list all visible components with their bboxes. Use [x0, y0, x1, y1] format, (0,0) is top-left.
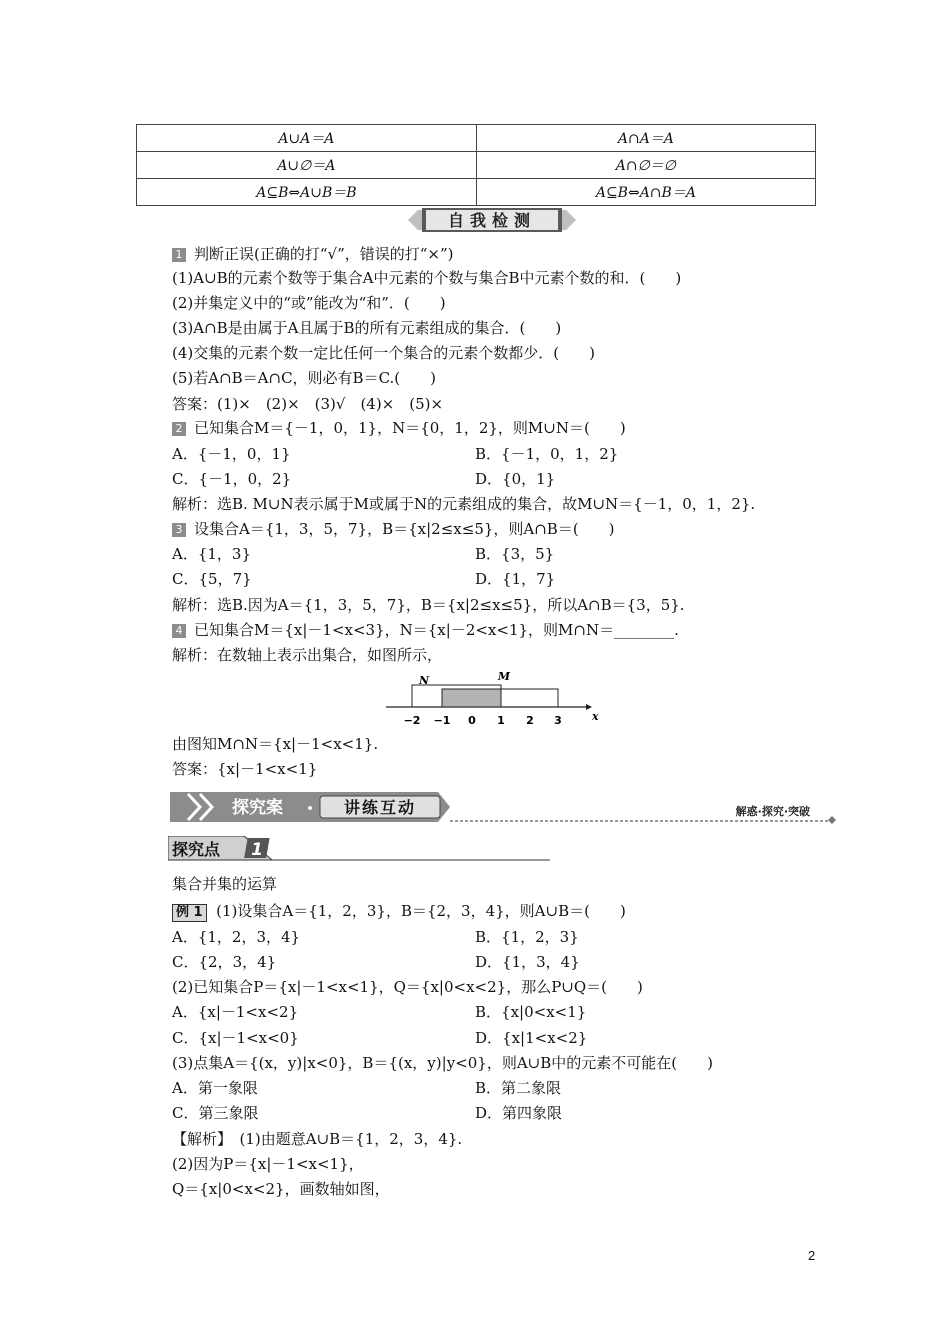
table-cell: A∩∅＝∅	[476, 152, 815, 179]
example-option: D．{1，3，4}	[475, 953, 580, 971]
example-option: D．{x|1<x<2}	[475, 1029, 588, 1047]
example-option: C．{x|－1<x<0}	[172, 1029, 299, 1047]
number-line-diagram	[380, 668, 600, 728]
q3-stem: 设集合A＝{1，3，5，7}，B＝{x|2≤x≤5}，则A∩B＝( )	[194, 520, 615, 538]
banner-right: 解惑·探究·突破	[735, 805, 810, 818]
example-option: B．{x|0<x<1}	[475, 1003, 587, 1021]
example-option: B．第二象限	[475, 1079, 562, 1097]
question-number-badge: 2	[172, 422, 186, 436]
q4-answer: 答案：{x|－1<x<1}	[172, 760, 318, 778]
set-m-label: M	[497, 670, 511, 683]
example-option: C．第三象限	[172, 1104, 259, 1122]
diamond-icon	[828, 816, 836, 824]
q3-option: B．{3，5}	[475, 545, 555, 563]
q2-option: D．{0，1}	[475, 470, 556, 488]
table-cell: A∪∅＝A	[137, 152, 477, 179]
q2-stem-line	[172, 418, 626, 438]
set-m-overlap-shade	[442, 689, 501, 707]
example-option: A．{1，2，3，4}	[172, 928, 301, 946]
table-cell: A⊆B⇔A∪B＝B	[137, 179, 477, 206]
example-p3: (3)点集A＝{(x，y)|x<0}，B＝{(x，y)|y<0}，则A∪B中的元素不可能在( )	[172, 1054, 713, 1072]
section-banner	[170, 790, 840, 824]
tick-label: −2	[403, 714, 421, 727]
question-number-badge: 1	[172, 248, 186, 262]
q4-stem-line	[172, 620, 679, 640]
banner-title: 探究案	[232, 798, 283, 818]
example-solution: (2)因为P＝{x|－1<x<1}，	[172, 1155, 364, 1173]
self-check-title: 自我检测	[447, 211, 537, 230]
set-n-label: N	[418, 674, 430, 687]
table-cell: A∩A＝A	[476, 125, 815, 152]
q2-option: C．{－1，0，2}	[172, 470, 292, 488]
example-p1: (1)设集合A＝{1，2，3}，B＝{2，3，4}，则A∪B＝( )	[216, 902, 626, 920]
axis-label: x	[592, 710, 599, 723]
example-label-box: 例 1	[172, 904, 207, 922]
q1-item: (3)A∩B是由属于A且属于B的所有元素组成的集合．( )	[172, 319, 562, 337]
self-check-ribbon	[408, 206, 576, 234]
q3-option: D．{1，7}	[475, 570, 556, 588]
q1-item: (5)若A∩B＝A∩C，则必有B＝C.( )	[172, 369, 436, 387]
table-cell: A∪A＝A	[137, 125, 477, 152]
q1-stem-line	[172, 244, 454, 264]
set-properties-table	[136, 124, 816, 206]
section-tab-number: 1	[251, 840, 263, 860]
q3-stem-line	[172, 519, 615, 539]
example-solution: Q＝{x|0<x<2}，画数轴如图，	[172, 1180, 390, 1198]
q3-option: A．{1，3}	[172, 545, 252, 563]
page-number: 2	[808, 1248, 816, 1263]
q2-option: A．{－1，0，1}	[172, 445, 291, 463]
q3-option: C．{5，7}	[172, 570, 252, 588]
q1-item: (1)A∪B的元素个数等于集合A中元素的个数与集合B中元素个数的和．( )	[172, 269, 682, 287]
question-number-badge: 4	[172, 624, 186, 638]
example-option: B．{1，2，3}	[475, 928, 579, 946]
tick-label: 3	[554, 714, 562, 727]
example-option: D．第四象限	[475, 1104, 563, 1122]
q4-analysis: 解析：在数轴上表示出集合，如图所示，	[172, 646, 443, 664]
example-p1-line	[172, 901, 626, 922]
q2-analysis: 解析：选B. M∪N表示属于M或属于N的元素组成的集合，故M∪N＝{－1，0，1，2}.	[172, 495, 756, 513]
q1-item: (4)交集的元素个数一定比任何一个集合的元素个数都少．( )	[172, 344, 595, 362]
table-row	[137, 152, 816, 179]
q1-answer: 答案：(1)× (2)× (3)√ (4)× (5)×	[172, 395, 444, 413]
example-solution: 【解析】 (1)由题意A∪B＝{1，2，3，4}.	[172, 1130, 463, 1148]
section-heading: 集合并集的运算	[172, 875, 278, 893]
q4-stem: 已知集合M＝{x|－1<x<3}，N＝{x|－2<x<1}，则M∩N＝________.	[194, 621, 679, 639]
tick-label: −1	[433, 714, 451, 727]
q3-analysis: 解析：选B.因为A＝{1，3，5，7}，B＝{x|2≤x≤5}，所以A∩B＝{3，5}.	[172, 596, 685, 614]
q1-item: (2)并集定义中的“或”能改为“和”．( )	[172, 294, 446, 312]
example-p2: (2)已知集合P＝{x|－1<x<1}，Q＝{x|0<x<2}，那么P∪Q＝( )	[172, 978, 643, 996]
section-tab	[168, 836, 550, 862]
table-row	[137, 125, 816, 152]
question-number-badge: 3	[172, 523, 186, 537]
example-option: A．{x|－1<x<2}	[172, 1003, 299, 1021]
q1-stem: 判断正误(正确的打“√”，错误的打“×”)	[194, 245, 454, 263]
q2-stem: 已知集合M＝{－1，0，1}，N＝{0，1，2}，则M∪N＝( )	[194, 419, 626, 437]
tick-label: 2	[526, 714, 534, 727]
banner-subtitle: 讲练互动	[343, 798, 417, 817]
table-cell: A⊆B⇔A∩B＝A	[476, 179, 815, 206]
section-tab-label: 探究点	[172, 840, 221, 859]
tick-label: 0	[468, 714, 476, 727]
q2-option: B．{－1，0，1，2}	[475, 445, 619, 463]
example-option: C．{2，3，4}	[172, 953, 277, 971]
tick-label: 1	[497, 714, 505, 727]
q4-conclusion: 由图知M∩N＝{x|－1<x<1}.	[172, 735, 379, 753]
example-option: A．第一象限	[172, 1079, 258, 1097]
table-row	[137, 179, 816, 206]
